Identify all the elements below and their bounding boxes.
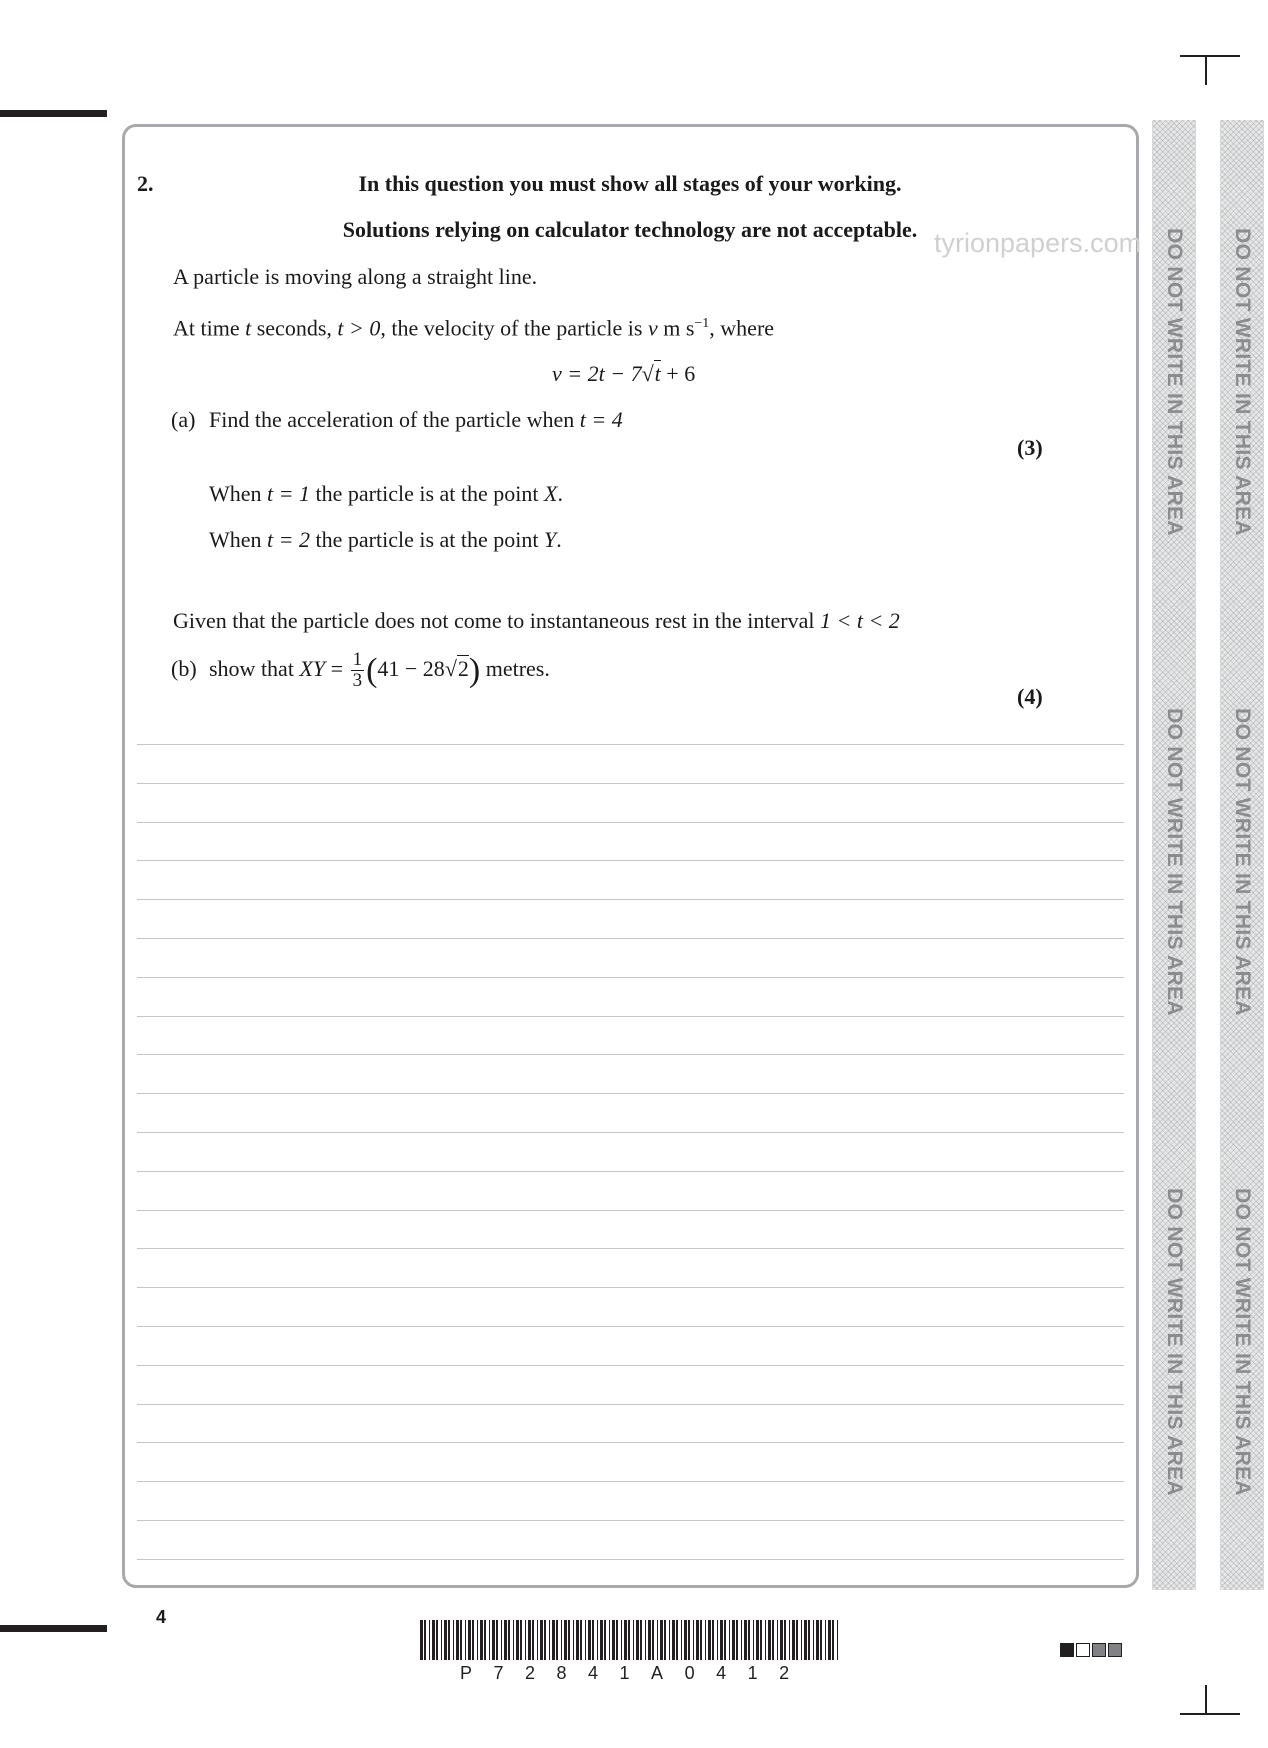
part-b-label: (b) [171, 656, 197, 681]
answer-line [137, 783, 1124, 784]
answer-line [137, 860, 1124, 861]
answer-line [137, 1054, 1124, 1055]
velocity-equation: v = 2t − 7√t + 6 [552, 361, 696, 386]
answer-frame [122, 124, 1142, 1588]
question-number: 2. [137, 171, 154, 196]
answer-line [137, 1016, 1124, 1017]
crop-mark-top-v [1205, 55, 1207, 85]
do-not-write-label: DO NOT WRITE IN THIS AREA [1231, 708, 1254, 1016]
answer-line [137, 1365, 1124, 1366]
answer-line [137, 744, 1124, 745]
answer-line [137, 1481, 1124, 1482]
part-a-marks: (3) [1017, 435, 1043, 460]
when-t2: When t = 2 the particle is at the point Y. [209, 527, 562, 552]
answer-line [137, 1287, 1124, 1288]
page-marker-square [1108, 1643, 1122, 1657]
answer-line [137, 1210, 1124, 1211]
answer-line [137, 1093, 1124, 1094]
part-b-text: show that XY = $\frac{1}{3}$ (41 − 28√2) metres. [209, 649, 550, 692]
part-a-label: (a) [171, 407, 196, 432]
answer-line [137, 1559, 1124, 1560]
answer-line [137, 1132, 1124, 1133]
do-not-write-label: DO NOT WRITE IN THIS AREA [1231, 1188, 1254, 1496]
page-marker-square [1076, 1643, 1090, 1657]
crop-mark-bottom-v [1205, 1685, 1207, 1715]
do-not-write-label: DO NOT WRITE IN THIS AREA [1163, 228, 1186, 536]
do-not-write-label: DO NOT WRITE IN THIS AREA [1231, 228, 1254, 536]
barcode-icon [420, 1620, 840, 1660]
page-marker-square [1092, 1643, 1106, 1657]
part-b-marks: (4) [1017, 684, 1043, 709]
given-condition: Given that the particle does not come to instantaneous rest in the interval 1 < t < 2 [173, 608, 900, 633]
fraction-one-third: $\frac{1}{3}$ [352, 649, 363, 692]
page-number: 4 [156, 1607, 167, 1627]
answer-line [137, 977, 1124, 978]
crop-mark-bottom-h [1180, 1713, 1240, 1715]
left-margin-bar-top [0, 110, 107, 117]
when-t1: When t = 1 the particle is at the point X. [209, 481, 563, 506]
page-marker-square [1060, 1643, 1074, 1657]
answer-line [137, 1404, 1124, 1405]
do-not-write-label: DO NOT WRITE IN THIS AREA [1163, 708, 1186, 1016]
do-not-write-label: DO NOT WRITE IN THIS AREA [1163, 1188, 1186, 1496]
crop-mark-top-h [1180, 55, 1240, 57]
stem-line-2: At time t seconds, t > 0, the velocity of the particle is v m $s^{-1}$, where [173, 315, 775, 341]
answer-line [137, 1171, 1124, 1172]
instruction-working: In this question you must show all stages of your working. [358, 171, 902, 196]
answer-line [137, 1326, 1124, 1327]
barcode-text: P72841A0412 [460, 1663, 811, 1683]
stem-line-1: A particle is moving along a straight line. [173, 264, 538, 289]
answer-line [137, 1520, 1124, 1521]
answer-line [137, 822, 1124, 823]
left-margin-bar-bottom [0, 1625, 107, 1632]
instruction-calculator: Solutions relying on calculator technology are not acceptable. [342, 217, 918, 242]
answer-line [137, 899, 1124, 900]
answer-line [137, 938, 1124, 939]
part-a-text: Find the acceleration of the particle when t = 4 [209, 407, 623, 432]
answer-line [137, 1442, 1124, 1443]
watermark: tyrionpapers.com [934, 228, 1142, 258]
answer-line [137, 1248, 1124, 1249]
